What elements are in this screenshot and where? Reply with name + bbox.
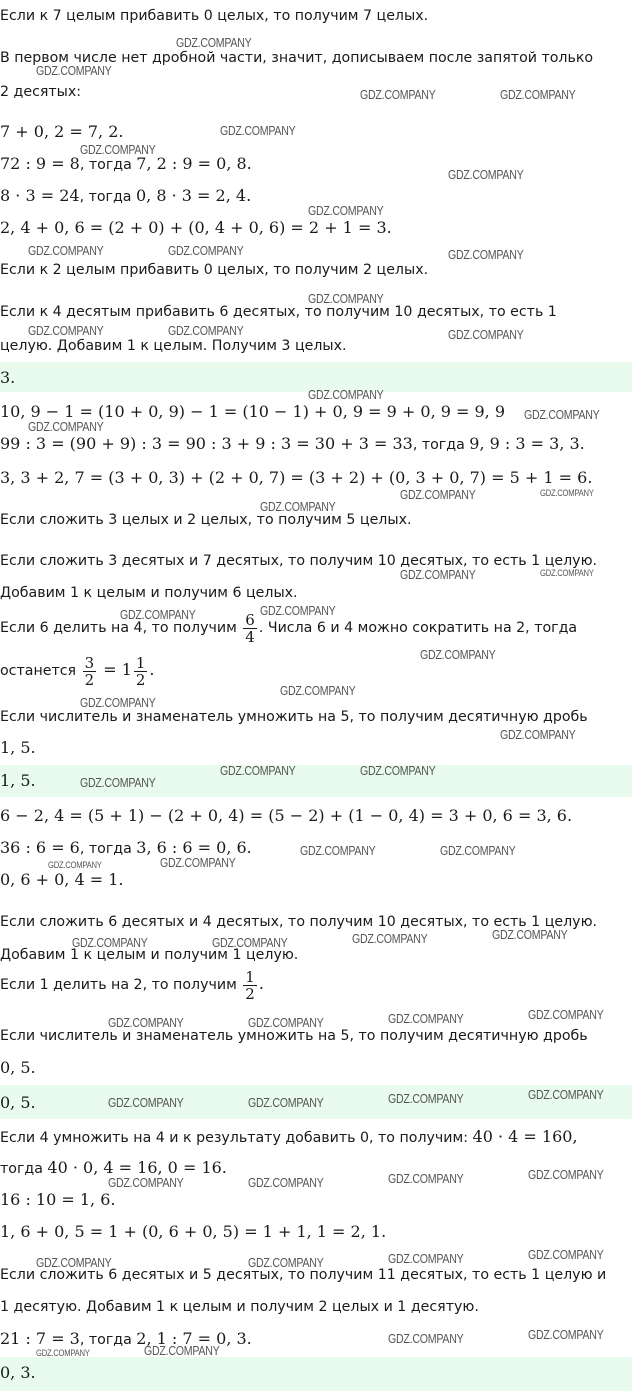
denominator: 2 — [135, 670, 146, 689]
text-line — [0, 154, 252, 175]
answer-text: 1, 5. — [0, 771, 36, 790]
watermark: GDZ.COMPANY — [528, 1248, 604, 1262]
connector-text: , тогда — [79, 189, 136, 205]
watermark: GDZ.COMPANY — [388, 1252, 464, 1266]
watermark: GDZ.COMPANY — [72, 936, 148, 950]
text-line — [0, 434, 585, 455]
equation: 0, 8 · 3 = 2, 4. — [136, 186, 252, 205]
watermark: GDZ.COMPANY — [36, 1256, 112, 1270]
text-part: Если 4 умножить на 4 и к результату добавить 0, то получим: — [0, 1130, 473, 1146]
text-line — [0, 966, 264, 1003]
watermark: GDZ.COMPANY — [28, 244, 104, 258]
equation: 8 · 3 = 24 — [0, 186, 80, 205]
denominator: 4 — [245, 627, 255, 646]
equation: 9, 9 : 3 = 3, 3. — [469, 434, 585, 453]
text-line: Если сложить 3 десятых и 7 десятых, то получим 10 десятых, то есть 1 целую. — [0, 553, 598, 569]
text-line: Если сложить 3 целых и 2 целых, то получим 5 целых. — [0, 512, 412, 528]
watermark: GDZ.COMPANY — [388, 1012, 464, 1026]
text-line: В первом числе нет дробной части, значит, дописываем после запятой только — [0, 50, 594, 66]
equation: 36 : 6 = 6 — [0, 838, 80, 857]
watermark: GDZ.COMPANY — [36, 64, 112, 78]
period: . — [258, 974, 264, 993]
text-line — [0, 186, 251, 207]
watermark: GDZ.COMPANY — [248, 1256, 324, 1270]
watermark: GDZ.COMPANY — [144, 1344, 220, 1358]
text-line: 1 десятую. Добавим 1 к целым и получим 2 целых и 1 десятую. — [0, 1299, 479, 1315]
watermark: GDZ.COMPANY — [36, 1348, 90, 1358]
equation: 0, 6 + 0, 4 = 1. — [0, 870, 124, 889]
connector-text: , тогда — [79, 157, 137, 173]
watermark: GDZ.COMPANY — [260, 604, 336, 618]
watermark: GDZ.COMPANY — [420, 648, 496, 662]
watermark: GDZ.COMPANY — [108, 1096, 184, 1110]
equation: 2, 4 + 0, 6 = (2 + 0) + (0, 4 + 0, 6) = 2 + 1 = 3. — [0, 218, 392, 237]
watermark: GDZ.COMPANY — [448, 168, 524, 182]
watermark: GDZ.COMPANY — [28, 324, 104, 338]
watermark: GDZ.COMPANY — [528, 1088, 604, 1102]
equation: 21 : 7 = 3 — [0, 1329, 80, 1348]
watermark: GDZ.COMPANY — [168, 244, 244, 258]
answer-text: 3. — [0, 368, 16, 387]
watermark: GDZ.COMPANY — [360, 88, 436, 102]
watermark: GDZ.COMPANY — [80, 696, 156, 710]
answer-text: 0, 5. — [0, 1093, 36, 1112]
numerator: 3 — [84, 653, 95, 672]
watermark: GDZ.COMPANY — [500, 88, 576, 102]
fraction — [83, 655, 97, 688]
answer-text: 0, 3. — [0, 1363, 36, 1382]
watermark: GDZ.COMPANY — [500, 728, 576, 742]
equation: 6 − 2, 4 = (5 + 1) − (2 + 0, 4) = (5 − 2) + (1 − 0, 4) = 3 + 0, 6 = 3, 6. — [0, 806, 573, 825]
watermark: GDZ.COMPANY — [248, 1016, 324, 1030]
equation: 1, 5. — [0, 738, 36, 757]
numerator: 6 — [245, 610, 255, 629]
watermark: GDZ.COMPANY — [400, 488, 476, 502]
watermark: GDZ.COMPANY — [160, 856, 236, 870]
text-part: Если 1 делить на 2, то получим — [0, 977, 242, 993]
watermark: GDZ.COMPANY — [80, 776, 156, 790]
text-line: Если к 2 целым прибавить 0 целых, то получим 2 целых. — [0, 262, 429, 278]
watermark: GDZ.COMPANY — [48, 860, 102, 870]
watermark: GDZ.COMPANY — [524, 408, 600, 422]
watermark: GDZ.COMPANY — [212, 936, 288, 950]
fraction — [134, 655, 148, 688]
watermark: GDZ.COMPANY — [448, 248, 524, 262]
text-line: Добавим 1 к целым и получим 6 целых. — [0, 585, 298, 601]
fraction — [243, 969, 257, 1002]
numerator: 1 — [135, 653, 146, 672]
watermark: GDZ.COMPANY — [308, 292, 384, 306]
connector-text: , тогда — [79, 1332, 137, 1348]
watermark: GDZ.COMPANY — [440, 844, 516, 858]
watermark: GDZ.COMPANY — [220, 764, 296, 778]
text-line: Если к 7 целым прибавить 0 целых, то получим 7 целых. — [0, 8, 429, 24]
watermark: GDZ.COMPANY — [528, 1328, 604, 1342]
watermark: GDZ.COMPANY — [360, 764, 436, 778]
equation: 7 + 0, 2 = 7, 2. — [0, 122, 124, 141]
watermark: GDZ.COMPANY — [280, 684, 356, 698]
watermark: GDZ.COMPANY — [248, 1096, 324, 1110]
watermark: GDZ.COMPANY — [308, 204, 384, 218]
text-part: . Числа 6 и 4 можно сократить на 2, тогда — [258, 620, 578, 636]
text-line: Если сложить 6 десятых и 5 десятых, то получим 11 десятых, то есть 1 целую и — [0, 1267, 607, 1283]
period: . — [149, 660, 155, 679]
text-line — [0, 652, 155, 689]
watermark: GDZ.COMPANY — [108, 1176, 184, 1190]
watermark: GDZ.COMPANY — [388, 1172, 464, 1186]
equation: 0, 5. — [0, 1058, 36, 1077]
watermark: GDZ.COMPANY — [300, 844, 376, 858]
watermark: GDZ.COMPANY — [108, 1016, 184, 1030]
watermark: GDZ.COMPANY — [528, 1168, 604, 1182]
text-line: Если числитель и знаменатель умножить на 5, то получим десятичную дробь — [0, 709, 588, 725]
equation: 1, 6 + 0, 5 = 1 + (0, 6 + 0, 5) = 1 + 1, 1 = 2, 1. — [0, 1222, 387, 1241]
text-line — [0, 1127, 578, 1148]
watermark: GDZ.COMPANY — [528, 1008, 604, 1022]
text-line: Если к 4 десятым прибавить 6 десятых, то получим 10 десятых, то есть 1 — [0, 304, 557, 320]
watermark: GDZ.COMPANY — [220, 124, 296, 138]
equation: 2, 1 : 7 = 0, 3. — [136, 1329, 252, 1348]
connector-text: , тогда — [79, 841, 137, 857]
watermark: GDZ.COMPANY — [492, 928, 568, 942]
answer-band — [0, 1357, 632, 1391]
equation: = 1 — [98, 660, 132, 679]
watermark: GDZ.COMPANY — [388, 1332, 464, 1346]
text-line: Если сложить 6 десятых и 4 десятых, то получим 10 десятых, то есть 1 целую. — [0, 914, 598, 930]
watermark: GDZ.COMPANY — [176, 36, 252, 50]
watermark: GDZ.COMPANY — [120, 608, 196, 622]
watermark: GDZ.COMPANY — [80, 143, 156, 157]
equation: 99 : 3 = (90 + 9) : 3 = 90 : 3 + 9 : 3 = 30 + 3 = 33 — [0, 434, 413, 453]
equation: 16 : 10 = 1, 6. — [0, 1190, 116, 1209]
text-line: целую. Добавим 1 к целым. Получим 3 целых. — [0, 338, 347, 354]
text-line: Добавим 1 к целым и получим 1 целую. — [0, 947, 299, 963]
equation: 10, 9 − 1 = (10 + 0, 9) − 1 = (10 − 1) + 0, 9 = 9 + 0, 9 = 9, 9 — [0, 402, 506, 421]
text-line: Если числитель и знаменатель умножить на 5, то получим десятичную дробь — [0, 1028, 588, 1044]
text-part: останется — [0, 663, 81, 679]
connector-text: , тогда — [412, 437, 470, 453]
denominator: 2 — [84, 670, 95, 689]
equation: 40 · 4 = 160, — [472, 1127, 578, 1146]
watermark: GDZ.COMPANY — [400, 568, 476, 582]
watermark: GDZ.COMPANY — [28, 420, 104, 434]
numerator: 1 — [245, 967, 255, 986]
text-part: тогда — [0, 1161, 48, 1177]
watermark: GDZ.COMPANY — [388, 1092, 464, 1106]
watermark: GDZ.COMPANY — [352, 932, 428, 946]
equation: 7, 2 : 9 = 0, 8. — [136, 154, 252, 173]
watermark: GDZ.COMPANY — [248, 1176, 324, 1190]
text-part: Если 6 делить на 4, то получим — [0, 620, 242, 636]
equation: 40 · 0, 4 = 16, 0 = 16. — [47, 1158, 227, 1177]
equation: 72 : 9 = 8 — [0, 154, 80, 173]
equation: 3, 3 + 2, 7 = (3 + 0, 3) + (2 + 0, 7) = (3 + 2) + (0, 3 + 0, 7) = 5 + 1 = 6. — [0, 468, 593, 487]
watermark: GDZ.COMPANY — [260, 500, 336, 514]
denominator: 2 — [245, 984, 255, 1003]
text-line: 2 десятых: — [0, 84, 82, 100]
fraction — [243, 612, 257, 645]
watermark: GDZ.COMPANY — [540, 568, 594, 578]
watermark: GDZ.COMPANY — [168, 324, 244, 338]
watermark: GDZ.COMPANY — [540, 488, 594, 498]
watermark: GDZ.COMPANY — [448, 328, 524, 342]
watermark: GDZ.COMPANY — [308, 388, 384, 402]
equation: 3, 6 : 6 = 0, 6. — [136, 838, 252, 857]
